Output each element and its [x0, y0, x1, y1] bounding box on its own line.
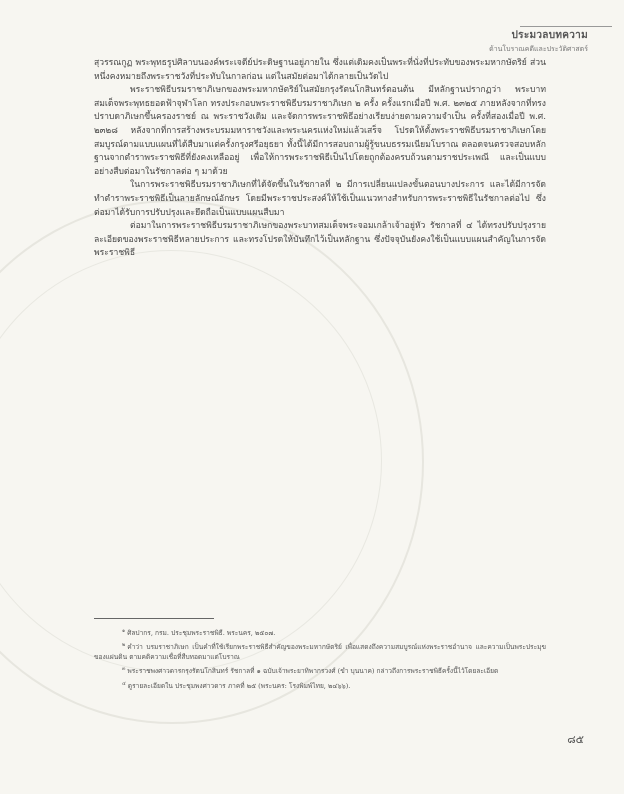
paragraph: ในการพระราชพิธีบรมราชาภิเษกที่ได้จัดขึ้นในรัชกาลที่ ๒ มีการเปลี่ยนแปลงขั้นตอนบางประการ และได้มีการจัดทำตำราพระราชพิธีเป็นลายลักษณ์อักษร โดยมีพระราชประสงค์ให้ใช้เป็นแนวทางสำหรับการพระราชพิธีในรัชกาลต่อไป ซึ่งต่อมาได้รับการปรับปรุงและยึดถือเป็นแบบแผนสืบมา — [94, 180, 546, 218]
paragraph: ต่อมาในการพระราชพิธีบรมราชาภิเษกของพระบาทสมเด็จพระจอมเกล้าเจ้าอยู่หัว รัชกาลที่ ๔ ได้ทรงปรับปรุงรายละเอียดของพระราชพิธีหลายประการ และทรงโปรดให้บันทึกไว้เป็นหลักฐาน ซึ่งปัจจุบันยังคงใช้เป็นแบบแผนสำคัญในการจัดพระราชพิธี — [94, 221, 546, 259]
footnote-number: ๔ — [122, 680, 126, 687]
body-text — [94, 57, 546, 261]
footnote-text: พระราชพงศาวดารกรุงรัตนโกสินทร์ รัชกาลที่ ๑ ฉบับเจ้าพระยาทิพากรวงศ์ (ขำ บุนนาค) กล่าวถึงการพระราชพิธีครั้งนี้ไว้โดยละเอียด — [127, 667, 499, 676]
paragraph: พระราชพิธีบรมราชาภิเษกของพระมหากษัตริย์ในสมัยกรุงรัตนโกสินทร์ตอนต้น มีหลักฐานปรากฏว่า พระบาทสมเด็จพระพุทธยอดฟ้าจุฬาโลก ทรงประกอบพระราชพิธีบรมราชาภิเษก ๒ ครั้ง ครั้งแรกเมื่อปี พ.ศ. ๒๓๒๕ ภายหลังจากที่ทรงปราบดาภิเษกขึ้นครองราชย์ ณ พระราชวังเดิม และจัดการพระราชพิธีอย่างเรียบง่ายตามความจำเป็น ครั้งที่สองเมื่อปี พ.ศ. ๒๓๒๘ หลังจากที่การสร้างพระบรมมหาราชวังและพระนครแห่งใหม่แล้วเสร็จ โปรดให้ตั้งพระราชพิธีบรมราชาภิเษกโดยสมบูรณ์ตามแบบแผนที่ได้สืบมาแต่ครั้งกรุงศรีอยุธยา ทั้งนี้ได้มีการสอบถามผู้รู้ขนบธรรมเนียมโบราณ ตลอดจนตรวจสอบหลักฐานจากตำราพระราชพิธีที่ยังคงเหลืออยู่ เพื่อให้การพระราชพิธีเป็นไปโดยถูกต้องครบถ้วนตามราชประเพณี และเป็นแบบอย่างสืบต่อมาในรัชกาลต่อ ๆ มาด้วย — [94, 85, 546, 177]
footnote-number: ๒ — [122, 642, 126, 649]
footnote-text: คำว่า บรมราชาภิเษก เป็นคำที่ใช้เรียกพระราชพิธีสำคัญของพระมหากษัตริย์ เพื่อแสดงถึงความสมบูรณ์แห่งพระราชอำนาจ และความเป็นพระประมุขของแผ่นดิน ตามคติความเชื่อที่สืบทอดมาแต่โบราณ — [94, 643, 546, 662]
footnote — [94, 679, 546, 691]
footnote-text: ศิลปากร, กรม. ประชุมพระราชพิธี. พระนคร, ๒๕๐๗. — [127, 629, 276, 638]
paragraph: สุวรรณกูฏ พระพุทธรูปศิลาบนองค์พระเจดีย์ประดิษฐานอยู่ภายใน ซึ่งแต่เดิมคงเป็นพระที่นั่งที่ประทับของพระมหากษัตริย์ ส่วนหนึ่งคงหมายถึงพระราชวังที่ประทับในกาลก่อน แต่ในสมัยต่อมาได้กลายเป็นวัดไป — [94, 58, 546, 82]
footnote — [94, 626, 546, 638]
header-title: ประมวลบทความ — [511, 30, 588, 41]
header-subtitle: ด้านโบราณคดีและประวัติศาสตร์ — [489, 45, 588, 53]
footnote-rule — [94, 618, 214, 619]
footnotes — [94, 626, 546, 693]
running-header — [489, 28, 588, 55]
footnote — [94, 640, 546, 662]
footnote — [94, 664, 546, 676]
page-number: ๘๕ — [567, 733, 584, 746]
header-rule — [520, 26, 612, 27]
footnote-number: ๑ — [122, 628, 126, 634]
footnote-text: ดูรายละเอียดใน ประชุมพงศาวดาร ภาคที่ ๒๕ (พระนคร: โรงพิมพ์ไทย, ๒๔๖๖). — [127, 681, 351, 690]
footnote-number: ๓ — [122, 666, 126, 673]
